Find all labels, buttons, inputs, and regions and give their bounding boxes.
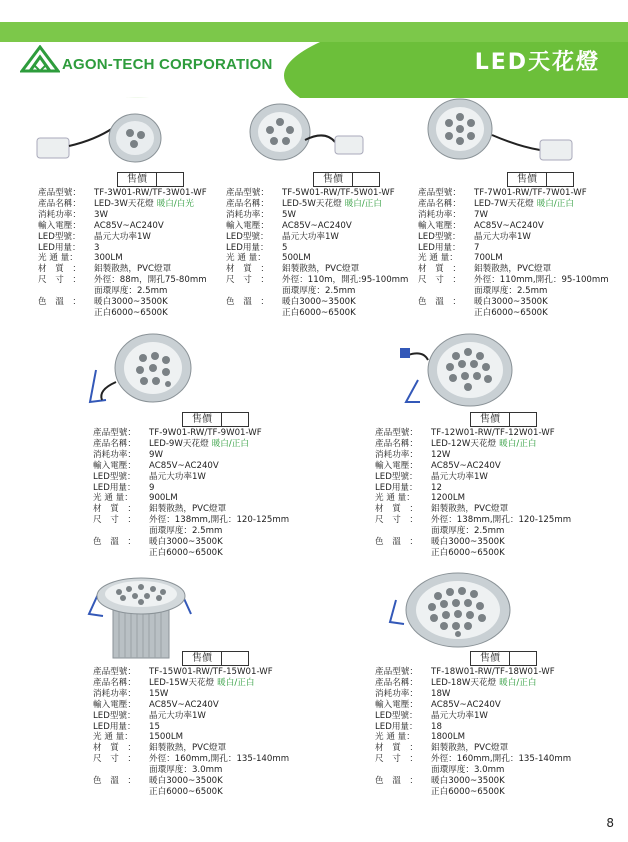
spec-label	[375, 787, 431, 798]
lamp-12w-image	[398, 330, 528, 410]
spec-color-option: 暖白/正白	[211, 438, 249, 449]
spec-row-	[418, 308, 618, 319]
spec-row-name	[93, 439, 333, 450]
price-tag	[182, 651, 249, 666]
spec-value: 鋁製散熱，PVC燈罩	[431, 743, 509, 754]
spec-color-option: 暖白/正白	[499, 438, 537, 449]
spec-label: 光 通 量：	[226, 253, 266, 264]
spec-label: 輸入電壓：	[375, 460, 418, 471]
spec-row-name	[226, 199, 416, 210]
spec-value: 暖白3000~3500K	[282, 297, 356, 308]
spec-row-led_count	[38, 243, 218, 254]
spec-label: 產品型號：	[93, 428, 136, 438]
spec-row-power	[375, 450, 615, 461]
price-tag	[117, 172, 184, 187]
spec-row-voltage	[38, 221, 218, 232]
spec-label	[418, 286, 474, 297]
spec-row-led_type	[93, 711, 333, 722]
spec-row-temp	[93, 537, 333, 548]
spec-value: 外徑：160mm,開孔：135-140mm	[149, 754, 290, 765]
spec-row-size	[418, 275, 618, 286]
spec-label: 材 質 ：	[38, 264, 81, 275]
spec-row-	[375, 765, 615, 776]
spec-label: 輸入電壓：	[93, 460, 136, 471]
price-value-box	[547, 172, 574, 187]
lamp-5w-image	[235, 100, 370, 170]
spec-row-material	[375, 504, 615, 515]
spec-row-power	[418, 210, 618, 221]
spec-row-	[226, 308, 416, 319]
spec-label: 輸入電壓：	[418, 220, 461, 231]
lamp-15w-image	[85, 572, 195, 664]
spec-label	[93, 526, 149, 537]
spec-value: 正白6000~6500K	[431, 786, 505, 797]
spec-label: 產品名稱：	[418, 198, 461, 209]
spec-value: 1200LM	[431, 493, 466, 504]
spec-row-led_count	[93, 483, 333, 494]
spec-label: 色 溫 ：	[375, 537, 418, 548]
spec-value: 外徑：138mm,開孔：120-125mm	[149, 515, 290, 526]
spec-value: TF-15W01-RW/TF-15W01-WF	[149, 667, 273, 677]
spec-value: 5W	[282, 209, 296, 220]
spec-label: 光 通 量：	[93, 732, 133, 743]
spec-value: 面環厚度：3.0mm	[431, 765, 505, 776]
page-number: 8	[606, 816, 614, 830]
spec-value: 1500LM	[149, 732, 184, 743]
product-specs-3w	[38, 188, 218, 319]
spec-label	[38, 286, 94, 297]
spec-color-option: 暖白/正白	[499, 677, 537, 688]
spec-value: 9	[149, 482, 155, 493]
spec-row-name	[375, 439, 615, 450]
spec-label: 光 通 量：	[418, 253, 458, 264]
spec-row-lumen	[418, 253, 618, 264]
spec-row-lumen	[93, 493, 333, 504]
spec-value: 面環厚度：2.5mm	[94, 286, 168, 297]
lamp-7w-image	[420, 95, 580, 170]
spec-row-temp	[38, 297, 218, 308]
spec-value: 晶元大功率1W	[149, 710, 206, 721]
spec-row-power	[226, 210, 416, 221]
spec-row-led_count	[418, 243, 618, 254]
price-label: 售價	[507, 172, 547, 187]
agon-logo-icon	[20, 45, 60, 73]
spec-row-temp	[226, 297, 416, 308]
spec-value: 12	[431, 482, 442, 493]
spec-label: 光 通 量：	[375, 493, 415, 504]
spec-label: 色 溫 ：	[93, 537, 136, 548]
spec-label: 產品名稱：	[38, 198, 81, 209]
spec-label	[93, 765, 149, 776]
spec-label	[93, 548, 149, 559]
spec-row-voltage	[375, 461, 615, 472]
spec-label: 產品型號：	[93, 667, 136, 677]
spec-value: 900LM	[149, 493, 178, 504]
spec-value: 500LM	[282, 253, 311, 264]
page-title: LED天花燈	[474, 50, 600, 75]
spec-row-led_type	[93, 472, 333, 483]
spec-row-	[93, 548, 333, 559]
price-label: 售價	[182, 651, 222, 666]
spec-value: 5	[282, 242, 288, 253]
spec-row-name	[418, 199, 618, 210]
product-specs-18w	[375, 667, 615, 798]
price-tag	[182, 412, 249, 427]
spec-value: 300LM	[94, 253, 123, 264]
spec-row-power	[93, 689, 333, 700]
spec-row-voltage	[93, 461, 333, 472]
spec-value: 7W	[474, 209, 488, 220]
spec-row-voltage	[375, 700, 615, 711]
spec-value: 700LM	[474, 253, 503, 264]
spec-value: 鋁製散熱，PVC燈罩	[282, 264, 360, 275]
spec-row-led_count	[226, 243, 416, 254]
spec-value: TF-18W01-RW/TF-18W01-WF	[431, 667, 555, 677]
spec-label: 產品型號：	[375, 428, 418, 438]
spec-row-material	[375, 743, 615, 754]
spec-value: 面環厚度：2.5mm	[431, 526, 505, 537]
price-tag	[470, 412, 537, 427]
price-value-box	[510, 651, 537, 666]
spec-value: 15W	[149, 688, 169, 699]
spec-row-model	[418, 188, 618, 199]
spec-label: 消耗功率：	[38, 209, 81, 220]
spec-label: 材 質 ：	[93, 743, 136, 754]
spec-row-led_count	[375, 483, 615, 494]
price-label: 售價	[470, 412, 510, 427]
spec-row-power	[93, 450, 333, 461]
spec-label: 光 通 量：	[375, 732, 415, 743]
spec-value: AC85V~AC240V	[149, 460, 219, 471]
spec-value: 鋁製散熱，PVC燈罩	[149, 743, 227, 754]
spec-row-lumen	[375, 732, 615, 743]
spec-color-option: 暖白/正白	[536, 198, 574, 209]
spec-row-material	[93, 504, 333, 515]
spec-row-	[375, 526, 615, 537]
spec-row-led_count	[93, 722, 333, 733]
spec-value: TF-5W01-RW/TF-5W01-WF	[282, 188, 395, 198]
spec-label: 尺 寸 ：	[93, 515, 136, 526]
spec-label	[375, 765, 431, 776]
price-label: 售價	[182, 412, 222, 427]
spec-row-power	[375, 689, 615, 700]
spec-value: 鋁製散熱，PVC燈罩	[431, 504, 509, 515]
spec-row-power	[38, 210, 218, 221]
spec-value: 7	[474, 242, 480, 253]
spec-label: LED用量：	[38, 242, 81, 253]
spec-row-model	[375, 667, 615, 678]
spec-row-size	[93, 754, 333, 765]
spec-value: 鋁製散熱，PVC燈罩	[149, 504, 227, 515]
spec-value: LED-5W天花燈	[282, 198, 342, 209]
spec-label	[418, 308, 474, 319]
spec-value: LED-12W天花燈	[431, 438, 497, 449]
spec-value: AC85V~AC240V	[94, 220, 164, 231]
spec-row-	[375, 548, 615, 559]
spec-label	[375, 548, 431, 559]
spec-label: 輸入電壓：	[226, 220, 269, 231]
spec-value: 外徑：138mm,開孔：120-125mm	[431, 515, 572, 526]
spec-value: 面環厚度：2.5mm	[282, 286, 356, 297]
spec-row-material	[93, 743, 333, 754]
price-value-box	[157, 172, 184, 187]
spec-row-	[418, 286, 618, 297]
spec-label: 色 溫 ：	[418, 297, 461, 308]
spec-label: 消耗功率：	[375, 688, 418, 699]
product-specs-7w	[418, 188, 618, 319]
spec-row-size	[93, 515, 333, 526]
spec-value: TF-3W01-RW/TF-3W01-WF	[94, 188, 207, 198]
spec-value: 1800LM	[431, 732, 466, 743]
spec-label: 輸入電壓：	[38, 220, 81, 231]
spec-label: 產品名稱：	[93, 438, 136, 449]
spec-label: 消耗功率：	[418, 209, 461, 220]
spec-label: 產品名稱：	[93, 677, 136, 688]
spec-value: TF-9W01-RW/TF-9W01-WF	[149, 428, 262, 438]
spec-value: 3	[94, 242, 100, 253]
spec-row-model	[93, 667, 333, 678]
spec-label: LED型號：	[375, 710, 418, 721]
spec-row-	[38, 286, 218, 297]
spec-row-	[375, 787, 615, 798]
spec-value: 暖白3000~3500K	[149, 776, 223, 787]
spec-row-lumen	[375, 493, 615, 504]
lamp-9w-image	[88, 330, 198, 410]
spec-value: 9W	[149, 449, 163, 460]
spec-label: 尺 寸 ：	[226, 275, 269, 286]
spec-label: LED型號：	[93, 471, 136, 482]
spec-value: AC85V~AC240V	[431, 699, 501, 710]
spec-value: 暖白3000~3500K	[431, 537, 505, 548]
spec-row-name	[375, 678, 615, 689]
spec-row-led_type	[375, 711, 615, 722]
spec-row-temp	[93, 776, 333, 787]
spec-row-material	[38, 264, 218, 275]
spec-row-led_type	[38, 232, 218, 243]
spec-row-temp	[418, 297, 618, 308]
page-header	[0, 0, 628, 98]
spec-row-name	[38, 199, 218, 210]
price-tag	[507, 172, 574, 187]
spec-value: 晶元大功率1W	[282, 231, 339, 242]
lamp-3w-image	[35, 100, 165, 170]
spec-row-size	[38, 275, 218, 286]
price-label: 售價	[470, 651, 510, 666]
spec-label: 產品型號：	[375, 667, 418, 677]
spec-value: 晶元大功率1W	[149, 471, 206, 482]
spec-label: 材 質 ：	[226, 264, 269, 275]
spec-value: AC85V~AC240V	[431, 460, 501, 471]
spec-value: 外徑：160mm,開孔：135-140mm	[431, 754, 572, 765]
spec-row-led_type	[226, 232, 416, 243]
spec-label: LED用量：	[418, 242, 461, 253]
spec-row-name	[93, 678, 333, 689]
spec-row-lumen	[38, 253, 218, 264]
spec-value: 面環厚度：2.5mm	[474, 286, 548, 297]
spec-label: LED型號：	[418, 231, 461, 242]
spec-value: 正白6000~6500K	[282, 307, 356, 318]
spec-label: 產品名稱：	[226, 198, 269, 209]
spec-color-option: 暖白/白光	[156, 198, 194, 209]
spec-label: 輸入電壓：	[93, 699, 136, 710]
price-tag	[470, 651, 537, 666]
spec-label: 材 質 ：	[375, 743, 418, 754]
spec-value: 正白6000~6500K	[94, 307, 168, 318]
spec-row-model	[226, 188, 416, 199]
price-tag	[313, 172, 380, 187]
spec-label: LED型號：	[375, 471, 418, 482]
spec-value: 暖白3000~3500K	[474, 297, 548, 308]
spec-value: 正白6000~6500K	[431, 547, 505, 558]
spec-value: 晶元大功率1W	[431, 710, 488, 721]
spec-value: 鋁製散熱，PVC燈罩	[94, 264, 172, 275]
spec-row-voltage	[226, 221, 416, 232]
spec-value: 面環厚度：3.0mm	[149, 765, 223, 776]
spec-value: 暖白3000~3500K	[94, 297, 168, 308]
spec-row-material	[226, 264, 416, 275]
price-value-box	[222, 412, 249, 427]
lamp-18w-image	[388, 570, 518, 652]
spec-value: AC85V~AC240V	[149, 699, 219, 710]
spec-label: 色 溫 ：	[375, 776, 418, 787]
spec-label: 消耗功率：	[93, 449, 136, 460]
spec-label: 尺 寸 ：	[418, 275, 461, 286]
spec-label	[226, 308, 282, 319]
spec-label: 尺 寸 ：	[38, 275, 81, 286]
spec-row-temp	[375, 776, 615, 787]
spec-label: LED用量：	[375, 482, 418, 493]
spec-row-led_type	[375, 472, 615, 483]
spec-label	[375, 526, 431, 537]
spec-row-led_type	[418, 232, 618, 243]
product-specs-12w	[375, 428, 615, 559]
spec-row-	[38, 308, 218, 319]
price-value-box	[222, 651, 249, 666]
spec-label: LED型號：	[38, 231, 81, 242]
spec-value: 晶元大功率1W	[474, 231, 531, 242]
spec-value: 晶元大功率1W	[431, 471, 488, 482]
spec-row-led_count	[375, 722, 615, 733]
spec-label: 產品型號：	[38, 188, 81, 198]
spec-row-	[93, 787, 333, 798]
spec-label: 消耗功率：	[226, 209, 269, 220]
spec-label: 光 通 量：	[38, 253, 78, 264]
spec-value: 正白6000~6500K	[149, 786, 223, 797]
spec-label: 產品型號：	[418, 188, 461, 198]
spec-label: 尺 寸 ：	[375, 515, 418, 526]
company-name: AGON-TECH CORPORATION	[62, 56, 273, 73]
spec-label: 產品型號：	[226, 188, 269, 198]
spec-label: LED型號：	[93, 710, 136, 721]
spec-value: TF-7W01-RW/TF-7W01-WF	[474, 188, 587, 198]
spec-label: 材 質 ：	[375, 504, 418, 515]
price-label: 售價	[313, 172, 353, 187]
spec-row-size	[226, 275, 416, 286]
spec-value: 3W	[94, 209, 108, 220]
spec-row-voltage	[93, 700, 333, 711]
spec-value: 暖白3000~3500K	[431, 776, 505, 787]
spec-value: 18W	[431, 688, 451, 699]
spec-row-	[93, 765, 333, 776]
spec-value: AC85V~AC240V	[282, 220, 352, 231]
spec-value: TF-12W01-RW/TF-12W01-WF	[431, 428, 555, 438]
spec-label: LED用量：	[93, 482, 136, 493]
price-label: 售價	[117, 172, 157, 187]
spec-value: 暖白3000~3500K	[149, 537, 223, 548]
spec-row-size	[375, 515, 615, 526]
spec-label	[38, 308, 94, 319]
spec-label: LED用量：	[226, 242, 269, 253]
spec-color-option: 暖白/正白	[217, 677, 255, 688]
spec-label	[93, 787, 149, 798]
product-specs-5w	[226, 188, 416, 319]
spec-value: 面環厚度：2.5mm	[149, 526, 223, 537]
spec-label: 尺 寸 ：	[93, 754, 136, 765]
spec-row-	[226, 286, 416, 297]
spec-value: 外徑：110mm,開孔：95-100mm	[474, 275, 609, 286]
spec-label	[226, 286, 282, 297]
spec-value: 18	[431, 721, 442, 732]
spec-value: LED-9W天花燈	[149, 438, 209, 449]
spec-value: 正白6000~6500K	[149, 547, 223, 558]
spec-row-lumen	[226, 253, 416, 264]
spec-row-model	[38, 188, 218, 199]
spec-value: 外徑：88m，開孔75-80mm	[94, 275, 207, 286]
price-value-box	[353, 172, 380, 187]
spec-value: AC85V~AC240V	[474, 220, 544, 231]
spec-row-temp	[375, 537, 615, 548]
spec-color-option: 暖白/正白	[344, 198, 382, 209]
spec-label: LED用量：	[375, 721, 418, 732]
spec-row-model	[375, 428, 615, 439]
spec-row-size	[375, 754, 615, 765]
spec-label: 光 通 量：	[93, 493, 133, 504]
spec-row-lumen	[93, 732, 333, 743]
spec-label: 消耗功率：	[93, 688, 136, 699]
spec-row-model	[93, 428, 333, 439]
spec-row-voltage	[418, 221, 618, 232]
spec-value: 晶元大功率1W	[94, 231, 151, 242]
product-specs-15w	[93, 667, 333, 798]
spec-label: 尺 寸 ：	[375, 754, 418, 765]
spec-label: 色 溫 ：	[38, 297, 81, 308]
spec-label: 材 質 ：	[418, 264, 461, 275]
spec-value: LED-18W天花燈	[431, 677, 497, 688]
price-value-box	[510, 412, 537, 427]
spec-value: LED-7W天花燈	[474, 198, 534, 209]
product-specs-9w	[93, 428, 333, 559]
spec-value: LED-15W天花燈	[149, 677, 215, 688]
spec-label: 產品名稱：	[375, 438, 418, 449]
spec-row-material	[418, 264, 618, 275]
spec-label: LED用量：	[93, 721, 136, 732]
spec-label: 色 溫 ：	[93, 776, 136, 787]
spec-label: 材 質 ：	[93, 504, 136, 515]
spec-value: 鋁製散熱，PVC燈罩	[474, 264, 552, 275]
spec-value: LED-3W天花燈	[94, 198, 154, 209]
spec-value: 外徑：110m，開孔:95-100mm	[282, 275, 409, 286]
spec-label: 色 溫 ：	[226, 297, 269, 308]
spec-label: 產品名稱：	[375, 677, 418, 688]
spec-value: 正白6000~6500K	[474, 307, 548, 318]
spec-label: 輸入電壓：	[375, 699, 418, 710]
spec-label: 消耗功率：	[375, 449, 418, 460]
spec-value: 12W	[431, 449, 451, 460]
spec-label: LED型號：	[226, 231, 269, 242]
spec-row-	[93, 526, 333, 537]
spec-value: 15	[149, 721, 160, 732]
